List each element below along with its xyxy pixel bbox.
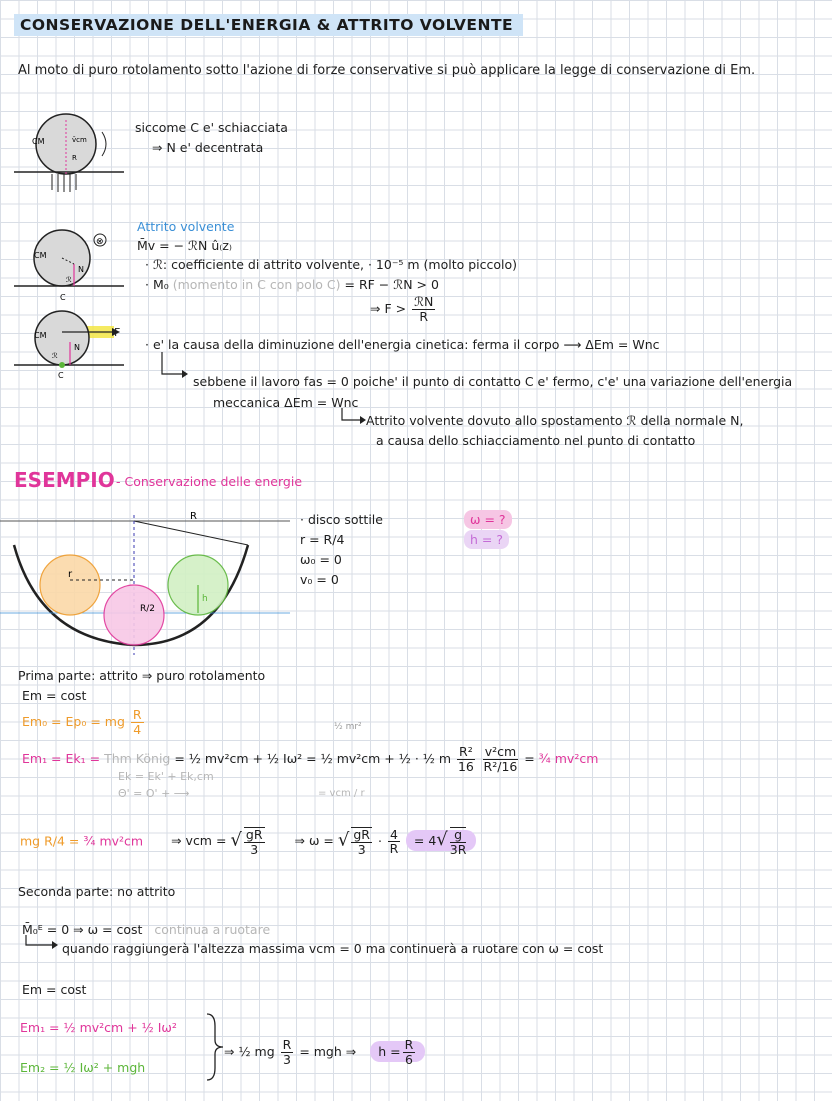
bowl-diagram xyxy=(0,505,290,665)
given-3: ω₀ = 0 xyxy=(300,552,342,567)
em0-fraction xyxy=(131,708,144,737)
eq-c: ⇒ vcm = xyxy=(171,833,227,849)
eq-omega1-den: 3 xyxy=(357,841,366,857)
res-fraction xyxy=(281,1038,294,1067)
em0-den: 4 xyxy=(133,721,142,737)
then-num: ℛN xyxy=(414,294,434,309)
part2-heading: Seconda parte: no attrito xyxy=(18,884,176,899)
fig1-r-label: R xyxy=(72,154,77,162)
page-title: CONSERVAZIONE DELL'ENERGIA & ATTRITO VOLVENTE xyxy=(14,14,523,36)
bowl-h-label: h xyxy=(202,594,208,604)
omega-relation: = vcm / r xyxy=(318,788,365,799)
em1-eq: = xyxy=(524,750,535,766)
eq-omega1-frac xyxy=(351,827,372,857)
then-a: ⇒ F > xyxy=(370,300,407,316)
part1-em0 xyxy=(22,708,146,737)
eq-omega-final-frac xyxy=(450,827,467,857)
res-den: 3 xyxy=(283,1051,291,1067)
eq-vcm-frac xyxy=(244,827,265,857)
fig2-n-label: N xyxy=(78,265,84,274)
em1-frac1-den: 16 xyxy=(457,758,474,774)
h-result xyxy=(370,1037,425,1067)
attrito-formula: M̄v = − ℛN û₍z₎ xyxy=(137,238,232,253)
squash-line2: ⇒ N e' decentrata xyxy=(152,140,264,155)
part1-emcost: Em = cost xyxy=(22,688,87,703)
attrito-moment xyxy=(145,277,439,292)
em0-num: R xyxy=(132,707,142,722)
res-b: = mgh ⇒ xyxy=(299,1043,357,1059)
though-line1: sebbene il lavoro fas = 0 poiche' il punto di contatto C e' fermo, c'e' una variazione dell'energia xyxy=(193,374,793,389)
due-line1: Attrito volvente dovuto allo spostamento ℛ della normale N, xyxy=(366,413,744,428)
em1-c: = ½ mv²cm + ½ Iω² = ½ mv²cm + ½ · ½ m xyxy=(174,750,452,766)
em1-frac2 xyxy=(483,745,518,774)
sqrt-1: √ xyxy=(230,829,242,851)
attrito-cause: · e' la causa della diminuzione dell'energia cinetica: ferma il corpo ⟶ ΔEm = Wnc xyxy=(145,337,660,352)
em1-frac2-num: v²cm xyxy=(484,744,517,759)
em1-frac2-den: R²/16 xyxy=(483,758,518,774)
sqrt-2: √ xyxy=(337,829,350,851)
intro-text: Al moto di puro rotolamento sotto l'azione di forze conservative si può applicare la legge di conservazione di Em. xyxy=(18,63,756,78)
moment-a: · M₀ xyxy=(145,277,169,292)
part2-line2: quando raggiungerà l'altezza massima vcm = 0 ma continuerà a ruotare con ω = cost xyxy=(62,941,604,956)
given-4: v₀ = 0 xyxy=(300,572,339,587)
fig3-c-label: C xyxy=(58,371,64,380)
unknown-omega: ω = ? xyxy=(464,510,512,529)
eq-vcm-num: gR xyxy=(245,827,263,842)
given-2: r = R/4 xyxy=(300,532,345,547)
moment-c: = RF − ℛN > 0 xyxy=(344,277,439,292)
bowl-R2-label: R/2 xyxy=(140,604,156,614)
fig2-cm-label: CM xyxy=(34,251,47,260)
part1-em1 xyxy=(22,745,598,774)
part2-em2: Em₂ = ½ Iω² + mgh xyxy=(20,1060,146,1075)
due-line2: a causa dello schiacciamento nel punto di contatto xyxy=(376,433,696,448)
indent-arrow-1 xyxy=(160,352,190,382)
bowl-R-label: R xyxy=(190,511,197,522)
fig3-f-label: F xyxy=(114,326,121,339)
moment-b: (momento in C con polo C) xyxy=(172,277,341,292)
em1-b: Thm König xyxy=(104,750,171,766)
eq-vcm-den: 3 xyxy=(250,841,259,857)
em1-frac1 xyxy=(457,745,475,774)
indent-arrow-3 xyxy=(24,935,64,955)
eq-omega1-num: gR xyxy=(353,827,370,842)
eq-final-den: 3R xyxy=(449,841,467,857)
res-h: h = xyxy=(378,1043,401,1059)
fig2-c-label: C xyxy=(60,293,66,302)
part1-heading: Prima parte: attrito ⇒ puro rotolamento xyxy=(18,668,266,683)
eq-a: mg R/4 = xyxy=(20,833,80,849)
though-line2: meccanica ΔEm = Wnc xyxy=(213,395,359,410)
konig-1: Ek = Ek' + Ek,cm xyxy=(118,770,214,783)
squash-line1: siccome C e' schiacciata xyxy=(135,120,288,135)
eq-b: ¾ mv²cm xyxy=(83,833,144,849)
eq-dot: · xyxy=(377,833,382,849)
bowl-r-label: r xyxy=(68,569,73,580)
then-fraction xyxy=(412,295,435,324)
res-a: ⇒ ½ mg xyxy=(224,1043,275,1059)
eq-e: = 4 xyxy=(413,833,437,849)
em1-a: Em₁ = Ek₁ = xyxy=(22,750,101,766)
part2-line1-b: continua a ruotare xyxy=(154,922,271,937)
eq-omega2-num: 4 xyxy=(389,826,398,842)
part2-line1-a: M̄₀ᴱ = 0 ⇒ ω = cost xyxy=(22,922,143,937)
part2-result xyxy=(224,1038,425,1067)
res-h-fraction xyxy=(403,1038,416,1067)
fig2-r-label: ℛ xyxy=(66,276,72,284)
part2-emcost: Em = cost xyxy=(22,982,87,997)
em1-frac1-num: R² xyxy=(459,744,473,759)
res-h-num: R xyxy=(404,1037,414,1052)
eq-final-num: g xyxy=(450,828,467,843)
eq-d: ⇒ ω = xyxy=(294,833,334,849)
fig3-n-label: N xyxy=(74,343,80,352)
part1-inertia: ½ mr² xyxy=(334,722,362,732)
fig1-cm-label: CM xyxy=(32,137,45,146)
part1-equation xyxy=(20,827,476,857)
part2-em1: Em₁ = ½ mv²cm + ½ Iω² xyxy=(20,1020,177,1035)
unknown-h: h = ? xyxy=(464,530,509,549)
attrito-then xyxy=(370,295,437,324)
then-den: R xyxy=(419,308,429,324)
res-num: R xyxy=(282,1037,292,1052)
fig3-cm-label: CM xyxy=(34,331,47,340)
svg-text:⊗: ⊗ xyxy=(96,237,104,247)
em0-text: Em₀ = Ep₀ = mg xyxy=(22,713,125,729)
em1-result: ¾ mv²cm xyxy=(538,750,599,766)
esempio-subtitle: - Conservazione delle energie xyxy=(116,474,303,489)
esempio-heading: ESEMPIO xyxy=(14,468,115,492)
attrito-coefficient: · ℛ: coefficiente di attrito volvente, · 10⁻⁵ m (molto piccolo) xyxy=(145,257,518,272)
attrito-heading: Attrito volvente xyxy=(137,219,235,234)
brace xyxy=(205,1012,225,1082)
eq-omega2-den: R xyxy=(389,841,399,857)
fig1-vcm-label: v̄cm xyxy=(72,136,87,144)
omega-result xyxy=(406,827,477,857)
rolling-friction-diagram-2 xyxy=(14,308,134,383)
res-h-den: 6 xyxy=(404,1051,413,1067)
fig3-r-label: ℛ xyxy=(52,352,58,360)
eq-omega2-frac xyxy=(388,828,400,857)
given-1: · disco sottile xyxy=(300,512,383,527)
squashed-disc-diagram xyxy=(14,112,124,197)
rolling-friction-diagram-1 xyxy=(14,228,124,308)
konig-2: Θ' = O' + ⟶ xyxy=(118,787,190,800)
sqrt-3: √ xyxy=(436,829,448,851)
